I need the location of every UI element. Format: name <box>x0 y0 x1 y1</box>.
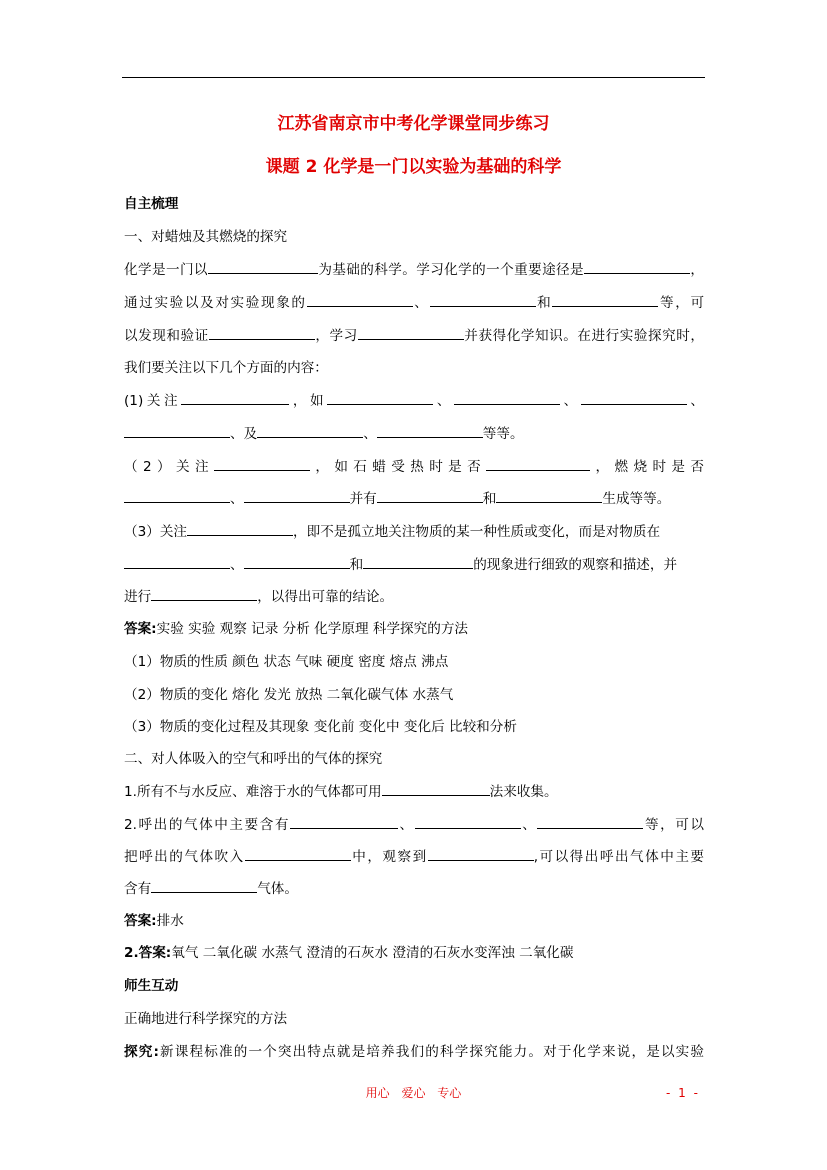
blank <box>151 599 257 601</box>
footer-motto: 用心 爱心 专心 <box>365 1086 462 1100</box>
blank <box>430 305 536 307</box>
question-line: 、 并有 和 生成等等。 <box>124 489 670 509</box>
answer-line: 2.答案:氧气 二氧化碳 水蒸气 澄清的石灰水 澄清的石灰水变浑浊 二氧化碳 <box>124 945 574 961</box>
blank <box>377 501 483 503</box>
blank <box>290 827 398 829</box>
blank <box>496 501 602 503</box>
paragraph-line: 我们要关注以下几个方面的内容： <box>124 360 328 376</box>
blank <box>244 501 350 503</box>
paragraph-line: 探究:新课程标准的一个突出特点就是培养我们的科学探究能力。对于化学来说，是以实验 <box>124 1044 705 1060</box>
blank <box>537 827 643 829</box>
blank <box>257 436 363 438</box>
blank <box>187 534 293 536</box>
blank <box>363 567 473 569</box>
blank <box>454 403 560 405</box>
question-line: 1.所有不与水反应、难溶于水的气体都可用 法来收集。 <box>124 784 558 800</box>
blank <box>415 827 521 829</box>
topic-breath: 二、对人体吸入的空气和呼出的气体的探究 <box>124 751 383 767</box>
answer-line: （2）物质的变化 熔化 发光 放热 二氧化碳气体 水蒸气 <box>124 687 454 703</box>
blank <box>327 403 433 405</box>
section-heading-self-study: 自主梳理 <box>124 196 179 212</box>
answer-line: 答案:排水 <box>124 913 184 929</box>
blank <box>208 272 318 274</box>
blank <box>377 436 483 438</box>
blank <box>124 501 230 503</box>
blank <box>124 567 230 569</box>
blank <box>124 436 230 438</box>
blank <box>245 859 351 861</box>
paragraph-line: 通过实验以及对实验现象的 、 和 等，可 <box>124 295 705 311</box>
answer-line: （3）物质的变化过程及其现象 变化前 变化中 变化后 比较和分析 <box>124 719 517 735</box>
paragraph-line: 化学是一门以 为基础的科学。学习化学的一个重要途径是 ， <box>124 262 705 278</box>
question-line: （2）关注 ，如石蜡受热时是否 ，燃烧时是否 <box>124 459 705 475</box>
topic-method: 正确地进行科学探究的方法 <box>124 1011 288 1027</box>
section-heading-interaction: 师生互动 <box>124 978 179 994</box>
question-line: 进行 ，以得出可靠的结论。 <box>124 589 394 605</box>
question-line: (1)关注 ，如 、 、 、 <box>124 393 705 409</box>
question-line: （3）关注 ，即不是孤立地关注物质的某一种性质或变化，而是对物质在 <box>124 524 661 540</box>
blank <box>151 891 257 893</box>
document-subtitle: 课题 2 化学是一门以实验为基础的科学 <box>265 157 562 177</box>
answer-line: （1）物质的性质 颜色 状态 气味 硬度 密度 熔点 沸点 <box>124 654 449 670</box>
blank <box>486 469 590 471</box>
blank <box>209 338 315 340</box>
blank <box>307 305 413 307</box>
header-rule <box>122 77 705 78</box>
blank <box>428 859 534 861</box>
blank <box>181 403 289 405</box>
paragraph-line: 以发现和验证 ，学习 并获得化学知识。在进行实验探究时， <box>124 328 705 344</box>
question-line: 把呼出的气体吹入 中，观察到 ,可以得出呼出气体中主要 <box>124 849 705 865</box>
answer-line: 答案:实验 实验 观察 记录 分析 化学原理 科学探究的方法 <box>124 621 469 637</box>
question-line: 2.呼出的气体中主要含有 、 、 等，可以 <box>124 817 704 833</box>
blank <box>214 469 310 471</box>
blank <box>244 567 350 569</box>
question-line: 含有 气体。 <box>124 881 298 897</box>
question-line: 、及 、 等等。 <box>124 424 524 444</box>
blank <box>382 794 490 796</box>
blank <box>552 305 658 307</box>
topic-candle: 一、对蜡烛及其燃烧的探究 <box>124 229 288 245</box>
blank <box>358 338 464 340</box>
document-title: 江苏省南京市中考化学课堂同步练习 <box>277 114 550 134</box>
blank <box>584 272 690 274</box>
question-line: 、 和 的现象进行细致的观察和描述，并 <box>124 555 677 575</box>
blank <box>581 403 687 405</box>
page-number: - 1 - <box>666 1086 698 1100</box>
